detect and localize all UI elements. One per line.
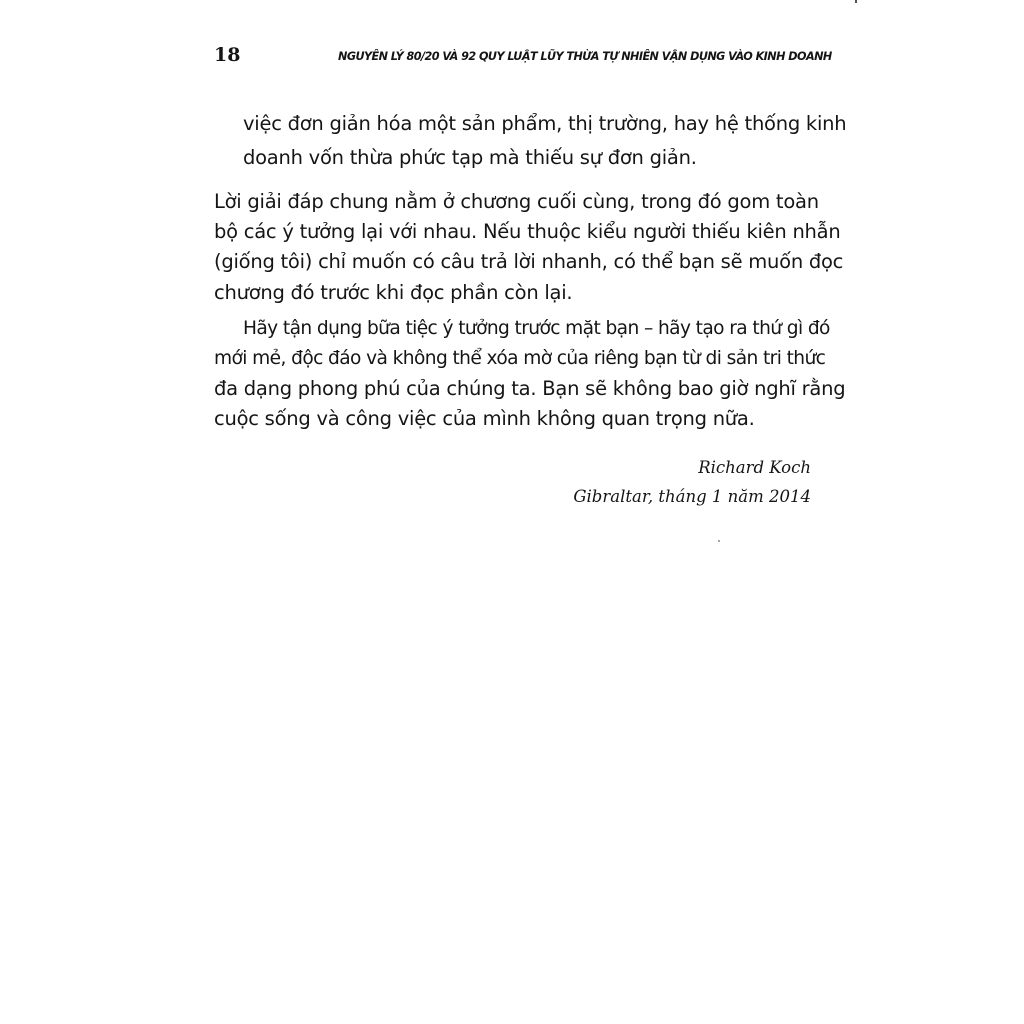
running-header-title: NGUYÊN LÝ 80/20 VÀ 92 QUY LUẬT LŨY THỪA TỰ NHIÊN VẬN DỤNG VÀO KINH DOANH (338, 50, 832, 63)
text-line: (giống tôi) chỉ muốn có câu trả lời nhanh, có thể bạn sẽ muốn đọc (214, 250, 844, 273)
scan-speck (718, 540, 720, 542)
text-line: cuộc sống và công việc của mình không quan trọng nữa. (214, 407, 755, 430)
text-line: mới mẻ, độc đáo và không thể xóa mờ của riêng bạn từ di sản tri thức (214, 348, 826, 369)
author-name: Richard Koch (698, 458, 811, 477)
text-line: bộ các ý tưởng lại với nhau. Nếu thuộc kiểu người thiếu kiên nhẫn (214, 220, 841, 243)
text-line: Lời giải đáp chung nằm ở chương cuối cùng, trong đó gom toàn (214, 190, 819, 213)
page-number: 18 (214, 44, 241, 66)
text-line: chương đó trước khi đọc phần còn lại. (214, 281, 573, 304)
scan-mark (855, 0, 857, 3)
text-line: Hãy tận dụng bữa tiệc ý tưởng trước mặt bạn – hãy tạo ra thứ gì đó (243, 318, 830, 339)
text-line: doanh vốn thừa phức tạp mà thiếu sự đơn giản. (243, 146, 697, 169)
place-and-date: Gibraltar, tháng 1 năm 2014 (573, 487, 811, 506)
text-line: đa dạng phong phú của chúng ta. Bạn sẽ không bao giờ nghĩ rằng (214, 377, 846, 400)
text-line: việc đơn giản hóa một sản phẩm, thị trường, hay hệ thống kinh (243, 112, 847, 135)
